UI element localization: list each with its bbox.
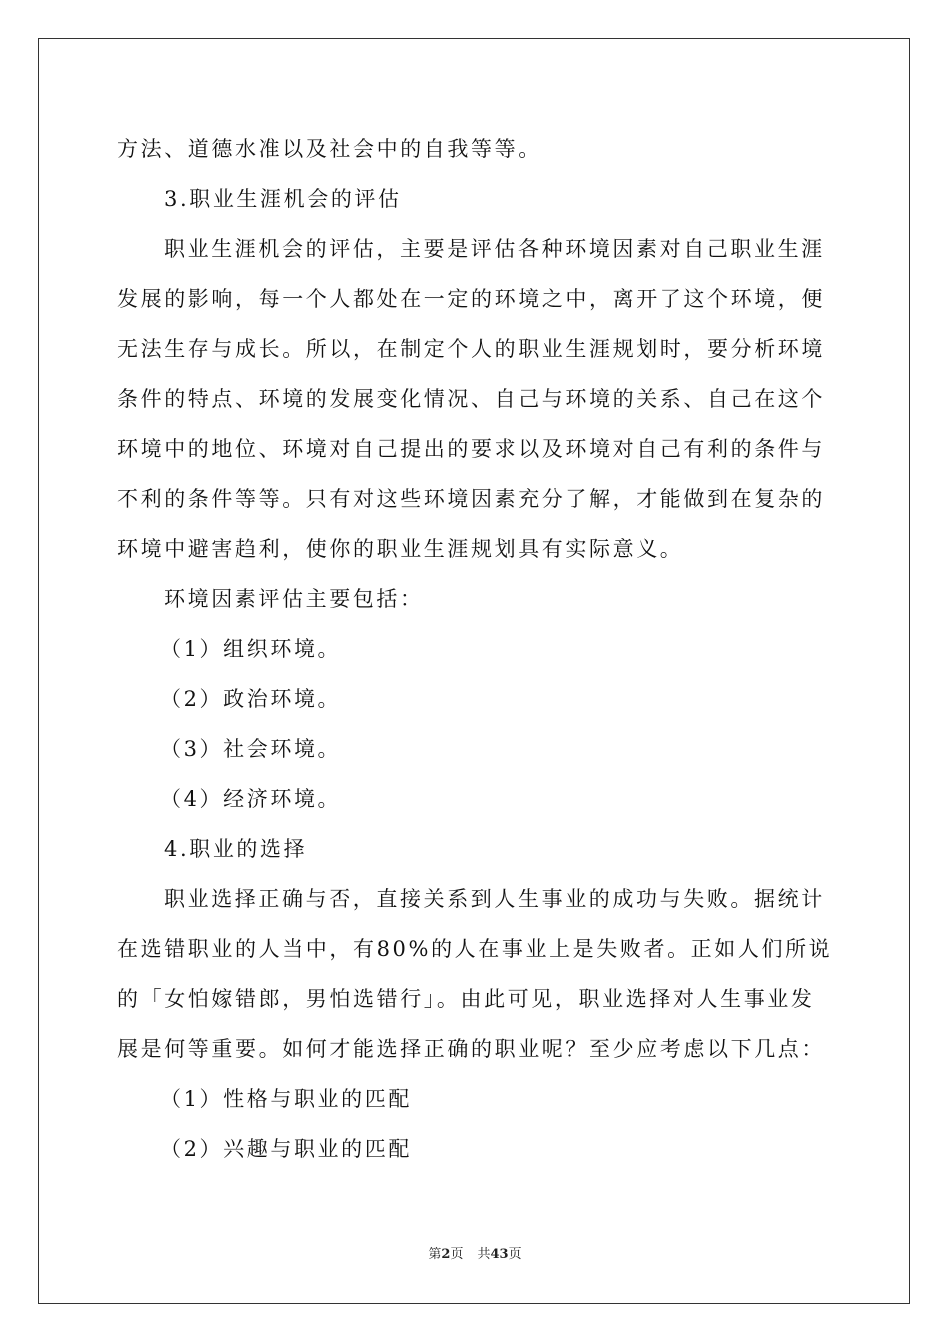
paragraph-line: 环境中的地位、环境对自己提出的要求以及环境对自己有利的条件与 — [117, 437, 825, 461]
section-heading: 4.职业的选择 — [164, 837, 308, 861]
total-prefix: 共 — [477, 1247, 491, 1262]
list-item: （1）性格与职业的匹配 — [160, 1087, 412, 1111]
paragraph-line: 职业选择正确与否，直接关系到人生事业的成功与失败。据统计 — [164, 887, 825, 911]
paragraph-line: 无法生存与成长。所以，在制定个人的职业生涯规划时，要分析环境 — [117, 337, 825, 361]
list-item: （4）经济环境。 — [160, 787, 342, 811]
total-suffix: 页 — [508, 1247, 522, 1262]
list-item: （2）兴趣与职业的匹配 — [160, 1137, 412, 1161]
paragraph-line: 环境因素评估主要包括： — [164, 587, 424, 611]
paragraph-line: 发展的影响，每一个人都处在一定的环境之中，离开了这个环境，便 — [117, 287, 825, 311]
paragraph-line: 在选错职业的人当中，有80%的人在事业上是失败者。正如人们所说 — [117, 937, 833, 961]
list-item: （1）组织环境。 — [160, 637, 342, 661]
page-footer — [0, 1246, 950, 1264]
paragraph-line: 展是何等重要。如何才能选择正确的职业呢？至少应考虑以下几点： — [117, 1037, 825, 1061]
page-frame — [38, 38, 910, 1304]
page-number: 2 — [441, 1247, 451, 1262]
paragraph-line: 不利的条件等等。只有对这些环境因素充分了解，才能做到在复杂的 — [117, 487, 825, 511]
page-suffix: 页 — [450, 1247, 464, 1262]
list-item: （2）政治环境。 — [160, 687, 342, 711]
paragraph-line: 职业生涯机会的评估，主要是评估各种环境因素对自己职业生涯 — [164, 237, 825, 261]
paragraph-line: 方法、道德水准以及社会中的自我等等。 — [117, 137, 542, 161]
list-item: （3）社会环境。 — [160, 737, 342, 761]
page-prefix: 第 — [428, 1247, 442, 1262]
paragraph-line: 条件的特点、环境的发展变化情况、自己与环境的关系、自己在这个 — [117, 387, 825, 411]
section-heading: 3.职业生涯机会的评估 — [164, 187, 402, 211]
paragraph-line: 环境中避害趋利，使你的职业生涯规划具有实际意义。 — [117, 537, 684, 561]
paragraph-line: 的「女怕嫁错郎，男怕选错行」。由此可见，职业选择对人生事业发 — [117, 987, 815, 1011]
total-pages: 43 — [490, 1247, 509, 1262]
